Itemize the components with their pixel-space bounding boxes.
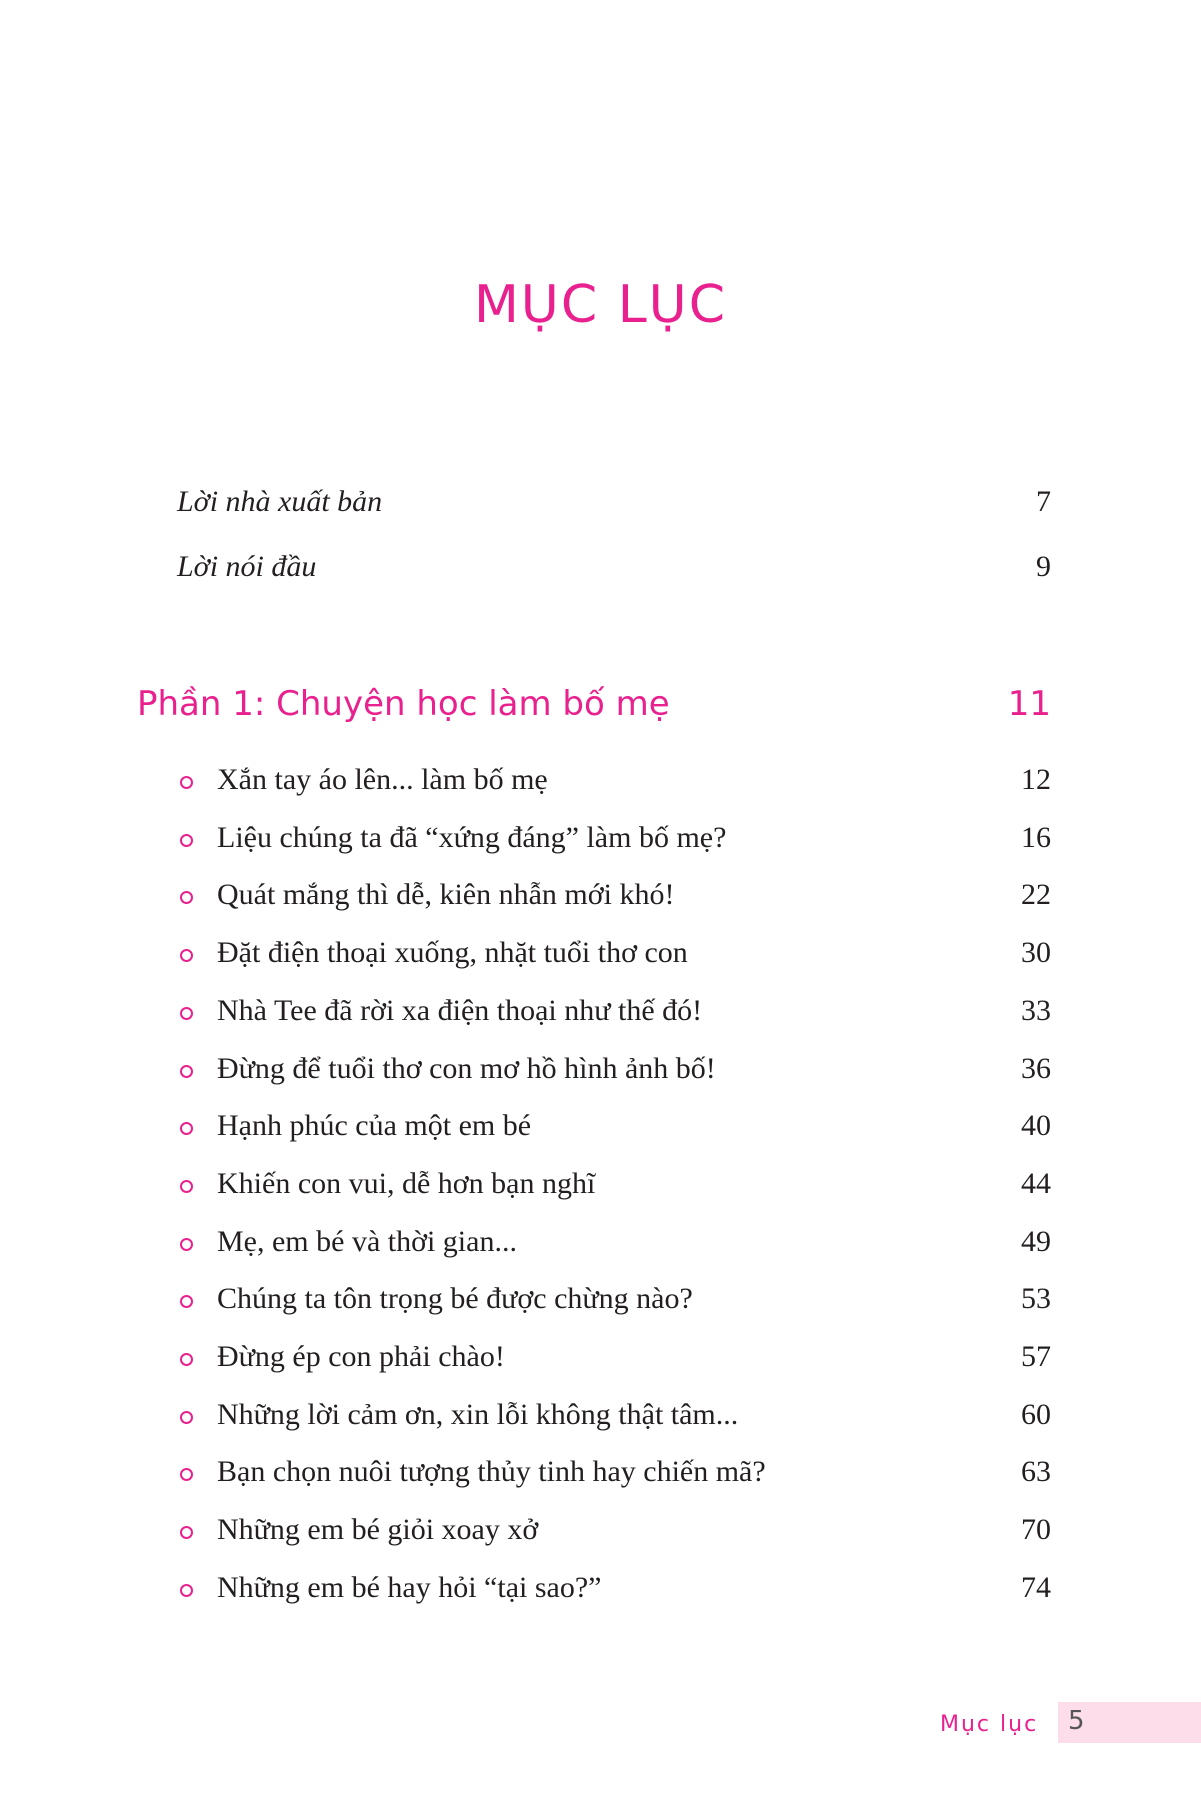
toc-entry[interactable] xyxy=(0,1513,1201,1553)
toc-entry-page: 63 xyxy=(1021,1455,1051,1489)
toc-entry-label: Những em bé giỏi xoay xở xyxy=(217,1513,539,1547)
toc-entry-label: Đừng để tuổi thơ con mơ hồ hình ảnh bố! xyxy=(217,1051,716,1085)
toc-entry-label: Hạnh phúc của một em bé xyxy=(217,1109,532,1143)
part-page: 11 xyxy=(1007,684,1051,724)
toc-entry[interactable] xyxy=(0,994,1201,1034)
toc-entry-label: Quát mắng thì dễ, kiên nhẫn mới khó! xyxy=(217,878,675,912)
toc-part-heading[interactable] xyxy=(0,684,1201,724)
bullet-circle-icon xyxy=(180,1526,193,1539)
bullet-circle-icon xyxy=(180,1007,193,1020)
bullet-circle-icon xyxy=(180,1238,193,1251)
toc-entry-label: Những em bé hay hỏi “tại sao?” xyxy=(217,1570,602,1604)
toc-entry[interactable] xyxy=(0,763,1201,803)
toc-entry-label: Nhà Tee đã rời xa điện thoại như thế đó! xyxy=(217,993,703,1027)
toc-entry-label: Mẹ, em bé và thời gian... xyxy=(217,1224,517,1258)
toc-entry[interactable] xyxy=(0,1282,1201,1322)
toc-entry[interactable] xyxy=(0,1455,1201,1495)
toc-entry[interactable] xyxy=(0,878,1201,918)
toc-entry-page: 49 xyxy=(1021,1224,1051,1258)
toc-entry-page: 44 xyxy=(1021,1166,1051,1200)
toc-entry-page: 60 xyxy=(1021,1397,1051,1431)
bullet-circle-icon xyxy=(180,1584,193,1597)
toc-entry-page: 57 xyxy=(1021,1340,1051,1373)
toc-entry-label: Xắn tay áo lên... làm bố mẹ xyxy=(217,763,548,796)
toc-entry-page: 33 xyxy=(1021,993,1051,1027)
page-number: 5 xyxy=(1068,1706,1085,1736)
toc-entry-page: 22 xyxy=(1021,878,1051,912)
bullet-circle-icon xyxy=(180,1411,193,1424)
toc-entry-label: Lời nói đầu xyxy=(177,550,317,583)
toc-entry-page: 53 xyxy=(1021,1282,1051,1316)
toc-entry[interactable] xyxy=(0,936,1201,976)
bullet-circle-icon xyxy=(180,1122,193,1135)
toc-entry-page: 70 xyxy=(1021,1513,1051,1547)
toc-entry-label: Lời nhà xuất bản xyxy=(177,485,383,518)
toc-entry[interactable] xyxy=(0,1571,1201,1611)
bullet-circle-icon xyxy=(180,1353,193,1366)
bullet-circle-icon xyxy=(180,776,193,789)
toc-entry-page: 16 xyxy=(1021,820,1051,854)
toc-entry-page: 36 xyxy=(1021,1051,1051,1085)
bullet-circle-icon xyxy=(180,834,193,847)
toc-entry[interactable] xyxy=(0,821,1201,861)
toc-entry[interactable] xyxy=(0,1109,1201,1149)
bullet-circle-icon xyxy=(180,1468,193,1481)
toc-entry[interactable] xyxy=(0,1225,1201,1265)
toc-entry-foreword[interactable] xyxy=(0,550,1201,590)
page-title: MỤC LỤC xyxy=(473,275,728,335)
page-number-tab xyxy=(1058,1702,1201,1743)
toc-entry-label: Chúng ta tôn trọng bé được chừng nào? xyxy=(217,1282,693,1316)
toc-entry-label: Những lời cảm ơn, xin lỗi không thật tâm... xyxy=(217,1397,739,1431)
toc-entry[interactable] xyxy=(0,1340,1201,1380)
toc-entry-label: Liệu chúng ta đã “xứng đáng” làm bố mẹ? xyxy=(217,820,727,854)
toc-entry-page: 7 xyxy=(1036,485,1051,518)
toc-entry[interactable] xyxy=(0,1052,1201,1092)
running-footer-section: Mục lục xyxy=(940,1712,1039,1737)
toc-entry-label: Đặt điện thoại xuống, nhặt tuổi thơ con xyxy=(217,936,688,970)
bullet-circle-icon xyxy=(180,1180,193,1193)
bullet-circle-icon xyxy=(180,1295,193,1308)
toc-entry-page: 9 xyxy=(1036,550,1051,583)
bullet-circle-icon xyxy=(180,1065,193,1078)
toc-entry-page: 40 xyxy=(1021,1109,1051,1143)
bullet-circle-icon xyxy=(180,949,193,962)
bullet-circle-icon xyxy=(180,891,193,904)
toc-entry-label: Khiến con vui, dễ hơn bạn nghĩ xyxy=(217,1166,596,1200)
toc-entry-publisher-note[interactable] xyxy=(0,485,1201,525)
toc-entry[interactable] xyxy=(0,1398,1201,1438)
toc-entry-page: 74 xyxy=(1021,1570,1051,1604)
toc-entry[interactable] xyxy=(0,1167,1201,1207)
toc-entry-page: 30 xyxy=(1021,936,1051,970)
toc-entry-page: 12 xyxy=(1021,763,1051,796)
part-title: Phần 1: Chuyện học làm bố mẹ xyxy=(137,684,670,724)
toc-entry-label: Bạn chọn nuôi tượng thủy tinh hay chiến mã? xyxy=(217,1455,766,1489)
toc-entry-label: Đừng ép con phải chào! xyxy=(217,1340,505,1373)
